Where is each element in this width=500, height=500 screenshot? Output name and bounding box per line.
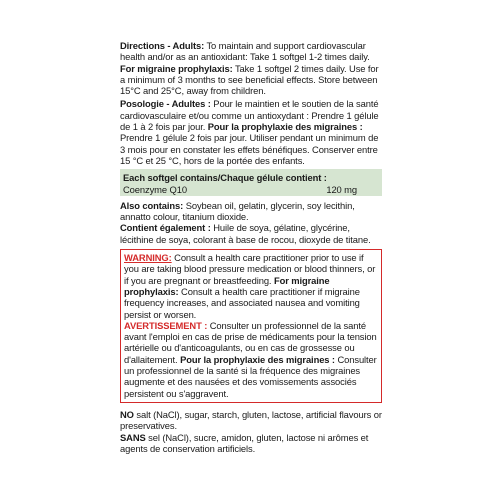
free-of-english [120, 409, 382, 432]
warning-migraine-text: Consult a health care practitioner if migraine frequency increases, and associated nausea and vomiting persist or worsen. [124, 285, 360, 320]
ingredient-panel [120, 169, 382, 196]
warning-box [120, 249, 382, 403]
directions-migraine-text: Take 1 softgel 2 times daily. Use for a minimum of 3 months to see beneficial effects. Store between 15°C and 25°C, away from children. [120, 62, 379, 97]
no-text: salt (NaCl), sugar, starch, gluten, lactose, artificial flavours or preservatives. [120, 408, 382, 432]
sans-text: sel (NaCl), sucre, amidon, gluten, lactose ni arômes et agents de conservation artificiels. [120, 431, 369, 454]
free-of-french [120, 432, 382, 455]
avertissement-migraine-text: Consulter un professionnel de la santé si la fréquence des migraines augmente et des nausées et des vomissements associés persistent ou s'aggravent. [124, 353, 377, 399]
posologie-migraine-label: Pour la prophylaxie des migraines : [207, 121, 363, 133]
also-contains-heading: Also contains: [120, 199, 184, 211]
avertissement-heading: AVERTISSEMENT : [124, 319, 208, 331]
avertissement-migraine-label: Pour la prophylaxie des migraines : [180, 353, 335, 365]
warning-migraine-label: For migraine prophylaxis: [124, 274, 330, 297]
ingredient-name: Coenzyme Q10 [123, 183, 187, 195]
directions-text: To maintain and support cardiovascular health and/or as an antioxidant: Take 1 softgel 1-2 times daily. [120, 40, 370, 63]
warning-heading: WARNING: [124, 252, 172, 264]
directions-french [120, 98, 382, 166]
ingredient-heading: Each softgel contains/Chaque gélule contient : [123, 172, 327, 184]
avertissement-text: Consulter un professionnel de la santé avant l'emploi en cas de prise de médicaments pour la tension artérielle ou d'anticoagulants, ou en cas de grossesse ou d'allaitement. [124, 319, 377, 365]
also-contains-text: Soybean oil, gelatin, glycerin, soy lecithin, annatto colour, titanium dioxide. [120, 199, 355, 223]
contient-text: Huile de soya, gélatine, glycérine, lécithine de soya, colorant à base de rocou, dioxyde de titane. [120, 222, 371, 245]
ingredient-row [123, 184, 379, 195]
posologie-migraine-text: Prendre 1 gélule 2 fois par jour. Utiliser pendant un minimum de 3 mois pour en constater les effets bénéfiques. Conserver entre 15 °C et 25 °C, hors de la portée des enfants. [120, 132, 379, 166]
warning-french [124, 320, 378, 399]
directions-english [120, 40, 382, 96]
also-contains-english [120, 200, 382, 223]
also-contains-french [120, 222, 382, 245]
posologie-heading: Posologie - Adultes : [120, 98, 211, 110]
directions-heading: Directions - Adults: [120, 40, 205, 51]
posologie-text: Pour le maintien et le soutien de la santé cardiovasculaire et/ou comme un antioxydant : Prendre 1 gélule de 1 à 2 fois par jour. [120, 98, 379, 133]
product-label [120, 40, 382, 454]
ingredient-amount: 120 mg [326, 183, 357, 195]
warning-text: Consult a health care practitioner prior to use if you are taking blood pressure medication or blood thinners, or if you are pregnant or breastfeeding. [124, 252, 376, 286]
contient-heading: Contient également : [120, 222, 211, 234]
no-heading: NO [120, 408, 134, 420]
warning-english [124, 252, 378, 320]
sans-heading: SANS [120, 431, 146, 443]
directions-migraine-label: For migraine prophylaxis: [120, 62, 233, 74]
